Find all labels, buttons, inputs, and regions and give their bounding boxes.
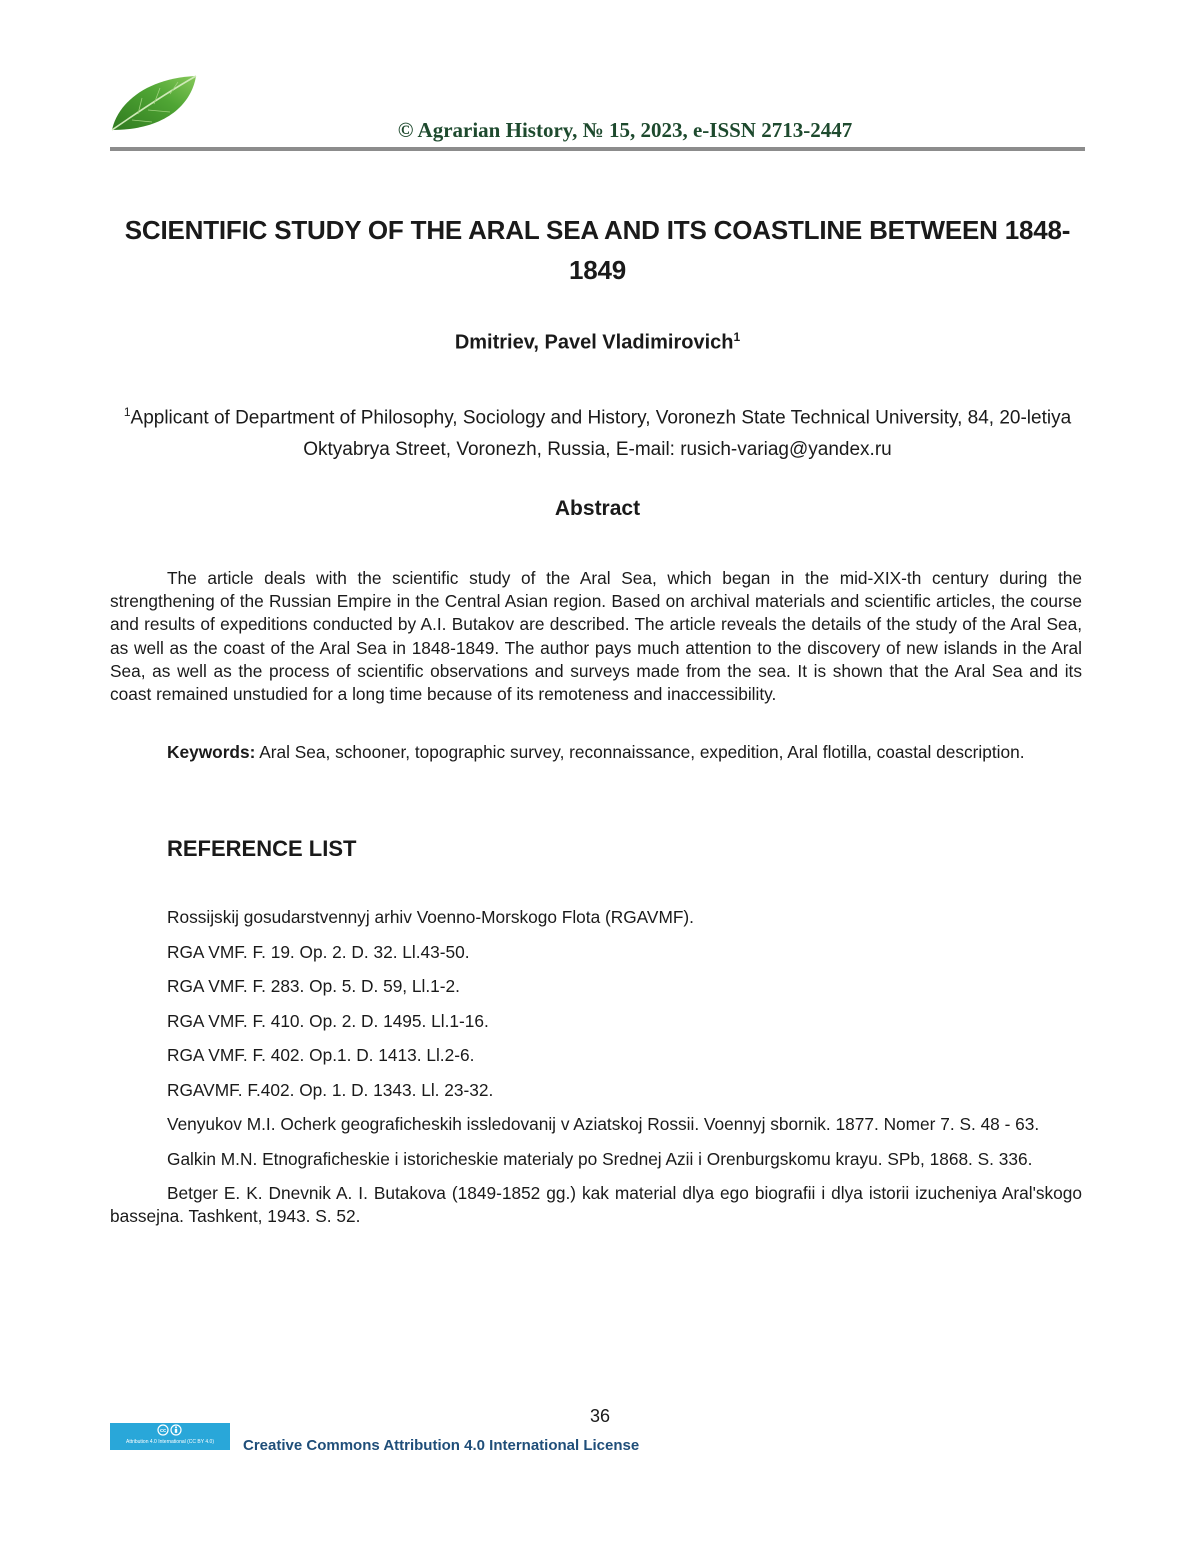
page-number: 36 xyxy=(589,1406,611,1426)
abstract-heading: Abstract xyxy=(554,497,641,520)
journal-header: © Agrarian History, № 15, 2023, e-ISSN 2713-2447 xyxy=(397,118,853,142)
affiliation-text: Applicant of Department of Philosophy, Sociology and History, Voronezh State Technical University, 84, 20-letiya Oktyabrya Street, Voronezh, Russia, E-mail: rusich-variag@yandex.ru xyxy=(130,407,1072,461)
reference-item: RGA VMF. F. 410. Op. 2. D. 1495. Ll.1-16. xyxy=(167,1010,489,1031)
reference-item: RGAVMF. F.402. Op. 1. D. 1343. Ll. 23-32. xyxy=(167,1079,494,1100)
reference-item: Betger E. K. Dnevnik A. I. Butakova (1849-1852 gg.) kak material dlya ego biografii i dlya istorii izucheniya Aral'skogo bassejna. Tashkent, 1943. S. 52. xyxy=(110,1183,1082,1227)
article-title: SCIENTIFIC STUDY OF THE ARAL SEA AND ITS COASTLINE BETWEEN 1848-1849 xyxy=(124,215,1071,285)
header-rule xyxy=(110,147,1085,151)
reference-item: RGA VMF. F. 19. Op. 2. D. 32. Ll.43-50. xyxy=(167,941,470,962)
affiliation-superscript: 1 xyxy=(123,405,131,419)
cc-by-icon xyxy=(157,1424,183,1436)
author-superscript: 1 xyxy=(733,330,741,344)
affiliation xyxy=(110,396,1085,466)
author-name xyxy=(110,330,1085,355)
keywords-text: Aral Sea, schooner, topographic survey, reconnaissance, expedition, Aral flotilla, coastal description. xyxy=(259,742,1025,762)
cc-license-badge[interactable] xyxy=(110,1423,230,1450)
reference-item: Galkin M.N. Etnograficheskie i istoricheskie materialy po Srednej Azii i Orenburgskomu krayu. SPb, 1868. S. 336. xyxy=(167,1148,1033,1169)
reference-item: Venyukov M.I. Ocherk geograficheskih issledovanij v Aziatskoj Rossii. Voennyj sbornik. 1877. Nomer 7. S. 48 - 63. xyxy=(167,1114,1040,1134)
reference-list-heading: REFERENCE LIST xyxy=(167,836,357,861)
reference-item: RGA VMF. F. 283. Op. 5. D. 59, Ll.1-2. xyxy=(167,976,460,996)
cc-badge-text: Attribution 4.0 International (CC BY 4.0) xyxy=(125,1439,214,1445)
license-text[interactable]: Creative Commons Attribution 4.0 International License xyxy=(243,1437,640,1454)
svg-text:cc: cc xyxy=(159,1428,167,1435)
reference-list xyxy=(110,906,1082,1240)
reference-item: RGA VMF. F. 402. Op.1. D. 1413. Ll.2-6. xyxy=(167,1045,475,1065)
keywords-label: Keywords: xyxy=(167,742,256,762)
abstract-text: The article deals with the scientific study of the Aral Sea, which began in the mid-XIX-th century during the strengthening of the Russian Empire in the Central Asian region. Based on archival materials and scientific articles, the course and results of expeditions conducted by A.I. Butakov are described. The article reveals the details of the study of the Aral Sea, as well as the coast of the Aral Sea in 1848-1849. The author pays much attention to the discovery of new islands in the Aral Sea, as well as the process of scientific observations and surveys made from the sea. It is shown that the Aral Sea and its coast remained unstudied for a long time because of its remoteness and inaccessibility. xyxy=(110,568,1082,705)
author-name-text: Dmitriev, Pavel Vladimirovich xyxy=(454,331,734,354)
reference-item: Rossijskij gosudarstvennyj arhiv Voenno-Morskogo Flota (RGAVMF). xyxy=(167,907,694,927)
keywords-paragraph xyxy=(110,741,1082,764)
